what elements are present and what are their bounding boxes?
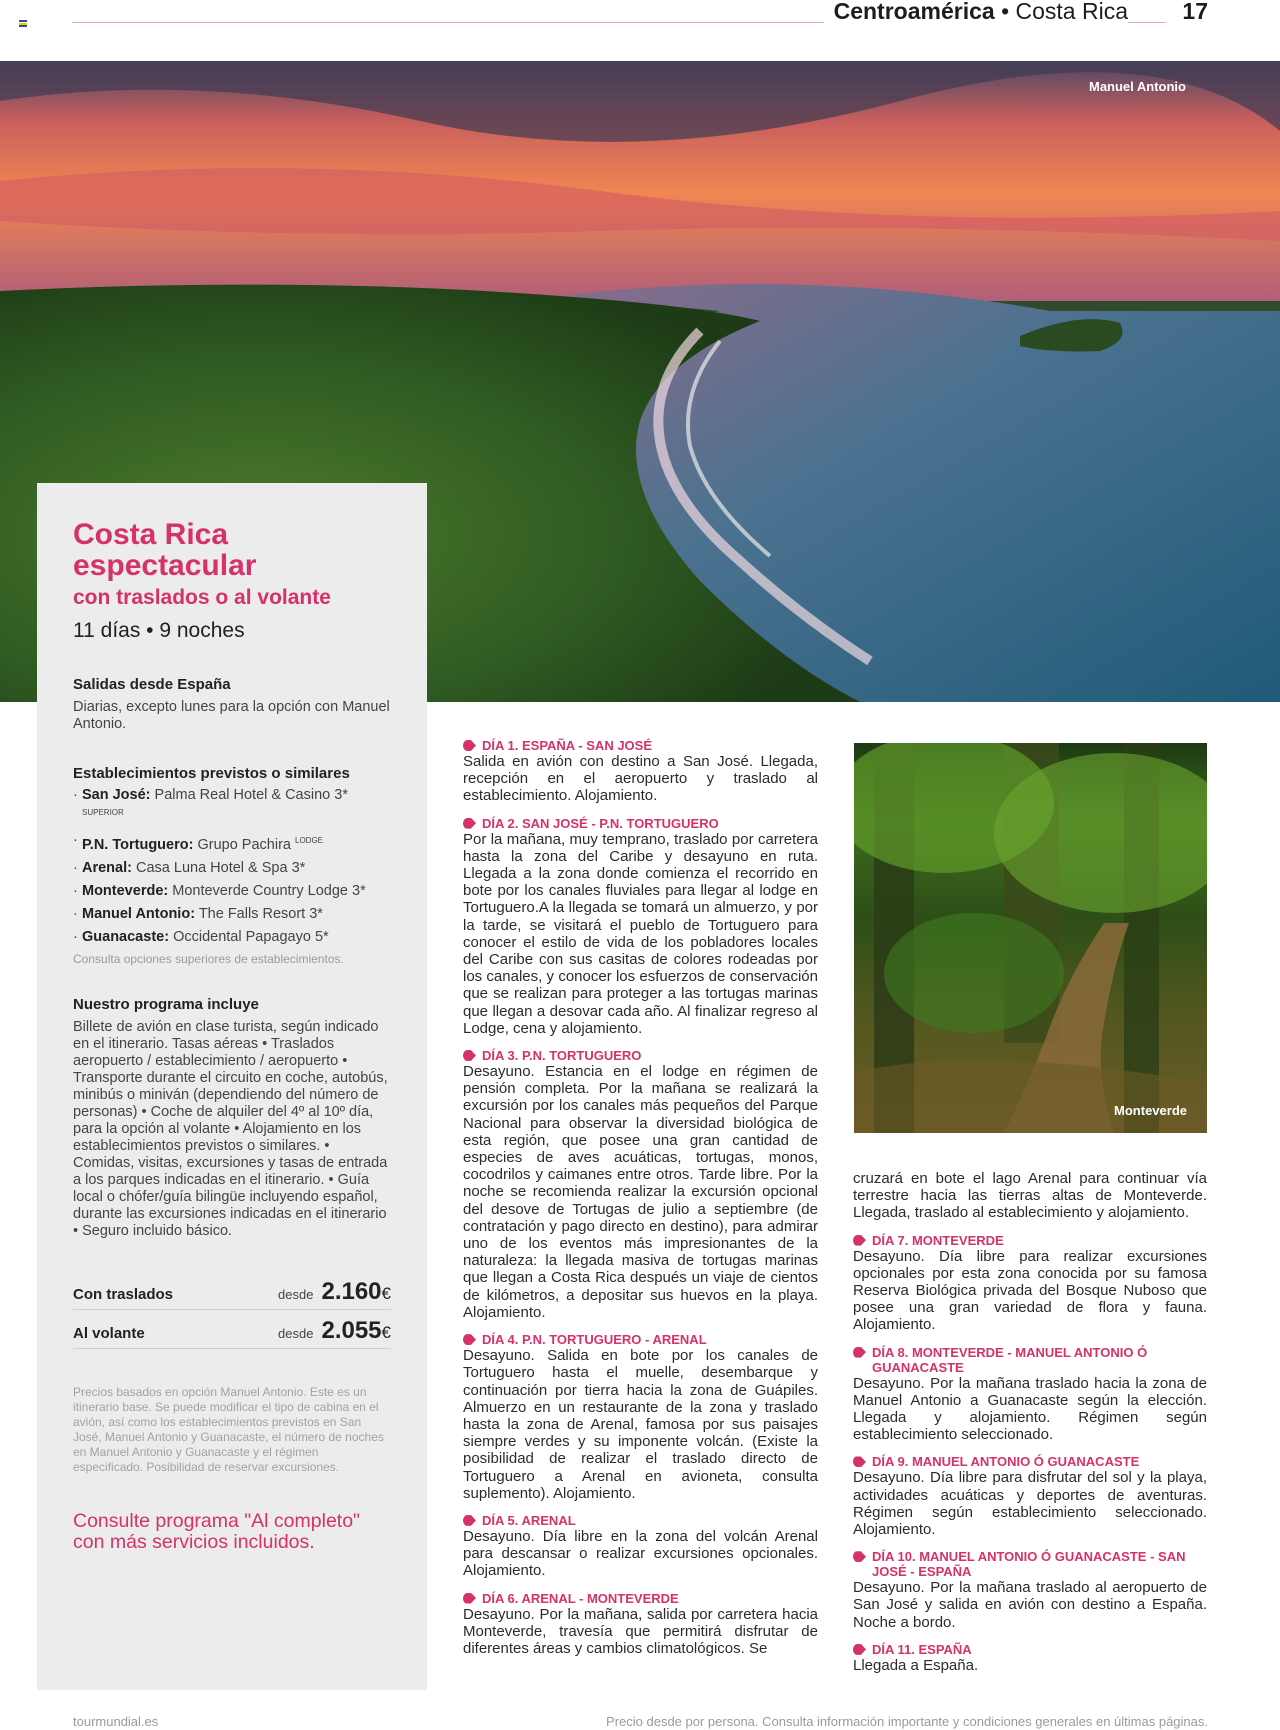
day-title-text: DÍA 8. MONTEVERDE - MANUEL ANTONIO Ó GUANACASTE: [872, 1344, 1148, 1375]
page-number: 17: [1166, 0, 1208, 24]
establishment-hotel: The Falls Resort 3*: [198, 905, 323, 922]
day-title: [853, 1345, 1207, 1375]
day-title-text: DÍA 5. ARENAL: [482, 1512, 576, 1528]
price-row: [73, 1317, 391, 1349]
establishments-heading: Establecimientos previstos o similares: [73, 765, 350, 782]
day-title-text: DÍA 10. MANUEL ANTONIO Ó GUANACASTE - SAN JOSÉ - ESPAÑA: [872, 1549, 1186, 1580]
price-desde: desde: [278, 1286, 314, 1302]
footer-site-link[interactable]: tourmundial.es: [73, 1714, 159, 1729]
itinerary-day: [463, 1513, 818, 1580]
day-title: [853, 1642, 1207, 1657]
day-title-text: DÍA 11. ESPAÑA: [872, 1641, 972, 1657]
full-program-link[interactable]: Consulte programa "Al completo" con más servicios incluidos.: [73, 1509, 360, 1553]
departures-text: Diarias, excepto lunes para la opción con Manuel Antonio.: [73, 699, 390, 732]
day-title-text: DÍA 3. P.N. TORTUGUERO: [482, 1048, 642, 1064]
price-label: Al volante: [73, 1324, 145, 1342]
day-title: [463, 1048, 818, 1063]
itinerary-day: [853, 1233, 1207, 1334]
establishment-hotel: Occidental Papagayo 5*: [173, 928, 329, 945]
header-title: [824, 0, 1128, 24]
includes-heading: Nuestro programa incluye: [73, 995, 259, 1013]
day-marker-icon: [463, 1050, 476, 1061]
includes-text: Billete de avión en clase turista, según indicado en el itinerario. Tasas aéreas • Traslados aeropuerto / establecimiento / aeropuerto • Transporte durante el circuito en coche, autobús, minibús o miniván (dependiendo del número de personas) • Coche de alquiler del 4º al 10º día, para la opción al volante • Alojamiento en los establecimientos previstos o similares. • Comidas, visitas, excursiones y tasas de entrada a los parques indicadas en el itinerario. • Guía local o chófer/guía bilingüe incluyendo español, durante las excursiones indicadas en el itinerario • Seguro incluido básico.: [73, 1018, 388, 1239]
price-row: [73, 1278, 391, 1310]
day-title-text: DÍA 7. MONTEVERDE: [872, 1232, 1004, 1248]
photo-caption: Monteverde: [1114, 1103, 1187, 1118]
day-title: [463, 816, 818, 831]
day-text: Desayuno. Por la mañana traslado hacia la zona de Manuel Antonio a Guanacaste según la elección. Llegada y alojamiento. Régimen según establecimiento seleccionado.: [853, 1374, 1207, 1444]
trip-title-line1: Costa Rica: [73, 518, 229, 551]
establishment-place: San José:: [82, 787, 151, 803]
price-amount: 2.055: [321, 1316, 382, 1344]
day-text: Desayuno. Por la mañana, salida por carretera hacia Monteverde, travesía que permitirá disfrutar de diferentes áreas y cambios climatológicos. Se: [463, 1605, 818, 1657]
list-item: [73, 929, 391, 946]
day-marker-icon: [463, 740, 476, 751]
itinerary-day: [853, 1642, 1207, 1674]
day-marker-icon: [463, 1334, 476, 1345]
day-marker-icon: [853, 1644, 866, 1655]
day-text: Llegada a España.: [853, 1656, 979, 1674]
itinerary-day: [463, 1591, 818, 1658]
day-title: [853, 1454, 1207, 1469]
itinerary-day: [463, 1332, 818, 1502]
day-marker-icon: [853, 1456, 866, 1467]
day-text: Desayuno. Estancia en el lodge en régimen de pensión completa. Por la mañana se realizará la excursión por los canales más pequeños del Parque Nacional para observar la diversidad biológica de esta región, que posee una gran cantidad de especies de aves acuáticas, tortugas, monos, cocodrilos y caimanes entre otros. Tarde libre. Por la noche se recomienda realizar la excursión opcional del desove de Tortugas de julio a septiembre (de contratación y pago directo en destino), para admirar uno de los eventos más impresionantes de la naturaleza: la llegada masiva de tortugas marinas que llegan a Costa Rica después un viaje de cientos de kilómetros, a depositar sus huevos en la playa. Alojamiento.: [463, 1063, 818, 1321]
itinerary-day: [853, 1345, 1207, 1444]
forest-illustration: [854, 743, 1207, 1133]
departures-section: [73, 676, 391, 733]
flag-icon: [19, 20, 27, 27]
day-text: Desayuno. Día libre para disfrutar del sol y la playa, actividades acuáticas y deportes de aventuras. Régimen según establecimiento seleccionado. Alojamiento.: [853, 1469, 1207, 1539]
establishment-hotel: Grupo Pachira: [197, 836, 291, 853]
itinerary-day: [853, 1549, 1207, 1631]
day-title-text: DÍA 6. ARENAL - MONTEVERDE: [482, 1590, 679, 1606]
day-title: [853, 1549, 1207, 1579]
price-currency: €: [381, 1322, 391, 1342]
establishment-category: SUPERIOR: [82, 808, 124, 817]
day-title-text: DÍA 2. SAN JOSÉ - P.N. TORTUGUERO: [482, 815, 719, 831]
hero-caption: Manuel Antonio: [1088, 79, 1186, 94]
trip-title-line2: espectacular: [73, 549, 257, 582]
price-label: Con traslados: [73, 1285, 174, 1303]
establishment-place: Manuel Antonio:: [82, 905, 196, 922]
trip-subtitle: con traslados o al volante: [73, 586, 331, 609]
establishment-place: Guanacaste:: [82, 928, 170, 945]
monteverde-photo: [854, 743, 1207, 1133]
day-marker-icon: [853, 1347, 866, 1358]
departures-heading: Salidas desde España: [73, 676, 231, 693]
establishment-hotel: Casa Luna Hotel & Spa 3*: [136, 859, 306, 876]
day-title-text: DÍA 4. P.N. TORTUGUERO - ARENAL: [482, 1332, 707, 1348]
header-region: Centroamérica: [833, 0, 995, 24]
prices-section: [73, 1278, 391, 1349]
establishment-place: P.N. Tortuguero:: [82, 836, 194, 853]
list-item: [73, 832, 391, 854]
day-title: [463, 1591, 818, 1606]
price-amount: 2.160: [321, 1277, 382, 1305]
day-text: Por la mañana, muy temprano, traslado por carretera hasta la zona del Caribe y desayuno en ruta. Llegada a la zona donde comienza el recorrido en bote por los canales fluviales para llegar al lodge en Tortuguero.A la llegada se tomará un almuerzo, y por la tarde, se visitará el pueblo de Tortuguero para conocer el estilo de vida de los pobladores locales del Caribe con sus casitas de colores rodeadas por los canales, y conocer los esfuerzos de conservación que se realizan para proteger a las tortugas marinas que llegan a desovar cada año. Al finalizar regreso al Lodge, cena y alojamiento.: [463, 830, 818, 1037]
day-text: Desayuno. Salida en bote por los canales de Tortuguero hasta el muelle, desembarque y continuación por tierra hacia la zona de Guápiles. Almuerzo en un restaurante de la zona y traslado hasta la zona de Arenal, famosa por sus paisajes siempre verdes y su imponente volcán. (Existe la posibilidad de realizar el traslado directo de Tortuguero a Arenal en avioneta, consulta suplemento). Alojamiento.: [463, 1347, 818, 1502]
day-title-text: DÍA 1. ESPAÑA - SAN JOSÉ: [482, 738, 652, 753]
establishment-place: Arenal:: [82, 859, 132, 876]
list-item: [73, 860, 391, 877]
header-separator: •: [1001, 0, 1010, 24]
day-marker-icon: [853, 1235, 866, 1246]
day-text: Desayuno. Por la mañana traslado al aeropuerto de San José y salida en avión con destino a España. Noche a bordo.: [853, 1579, 1207, 1631]
establishment-hotel: Palma Real Hotel & Casino 3*: [154, 787, 348, 803]
establishments-note: Consulta opciones superiores de establecimientos.: [73, 951, 344, 966]
establishment-place: Monteverde:: [82, 882, 169, 899]
fine-print: Precios basados en opción Manuel Antonio. Este es un itinerario base. Se puede modificar el tipo de cabina en el avión, así como los establecimientos previstos en San José, Manuel Antonio y Guanacaste, el número de noches en Manuel Antonio y Guanacaste y el régimen especificado. Posibilidad de reservar excursiones.: [73, 1384, 384, 1474]
list-item: [73, 787, 391, 826]
list-item: [73, 906, 391, 923]
day-marker-icon: [463, 1593, 476, 1604]
itinerary-column-2: [853, 1170, 1207, 1685]
trip-title: [73, 519, 391, 581]
price-desde: desde: [278, 1325, 314, 1341]
day-title-text: DÍA 9. MANUEL ANTONIO Ó GUANACASTE: [872, 1454, 1140, 1470]
trip-duration: 11 días • 9 noches: [73, 619, 245, 642]
day-text: Salida en avión con destino a San José. Llegada, recepción en el aeropuerto y traslado al establecimiento. Alojamiento.: [463, 753, 818, 805]
header-country: Costa Rica: [1015, 0, 1128, 24]
includes-section: [73, 996, 391, 1240]
day-title: [463, 738, 818, 753]
establishment-hotel: Monteverde Country Lodge 3*: [172, 882, 366, 899]
day-title: [463, 1332, 818, 1347]
establishments-list: [73, 787, 391, 946]
day-6-continuation: cruzará en bote el lago Arenal para continuar vía terrestre hacia las tierras altas de Monteverde. Llegada, traslado al establecimiento y alojamiento.: [853, 1170, 1207, 1222]
trip-summary-panel: [37, 483, 427, 1690]
list-item: [73, 883, 391, 900]
itinerary-day: [463, 1048, 818, 1321]
day-title: [463, 1513, 818, 1528]
establishment-category: LODGE: [295, 835, 324, 845]
itinerary-day: [463, 816, 818, 1037]
itinerary-column-1: [463, 738, 818, 1668]
itinerary-day: [463, 738, 818, 805]
day-marker-icon: [853, 1551, 866, 1562]
day-marker-icon: [463, 818, 476, 829]
footer-note: Precio desde por persona. Consulta información importante y condiciones generales en últimas páginas.: [606, 1714, 1208, 1729]
day-marker-icon: [463, 1515, 476, 1526]
itinerary-day: [853, 1454, 1207, 1538]
day-text: Desayuno. Día libre para realizar excursiones opcionales por esta zona conocida por su famosa Reserva Biológica privada del Bosque Nuboso que posee una gran variedad de flora y fauna. Alojamiento.: [853, 1247, 1207, 1334]
establishments-section: [73, 765, 391, 966]
day-title: [853, 1233, 1207, 1248]
price-currency: €: [381, 1283, 391, 1303]
day-text: Desayuno. Día libre en la zona del volcán Arenal para descansar o realizar excursiones opcionales. Alojamiento.: [463, 1527, 818, 1580]
